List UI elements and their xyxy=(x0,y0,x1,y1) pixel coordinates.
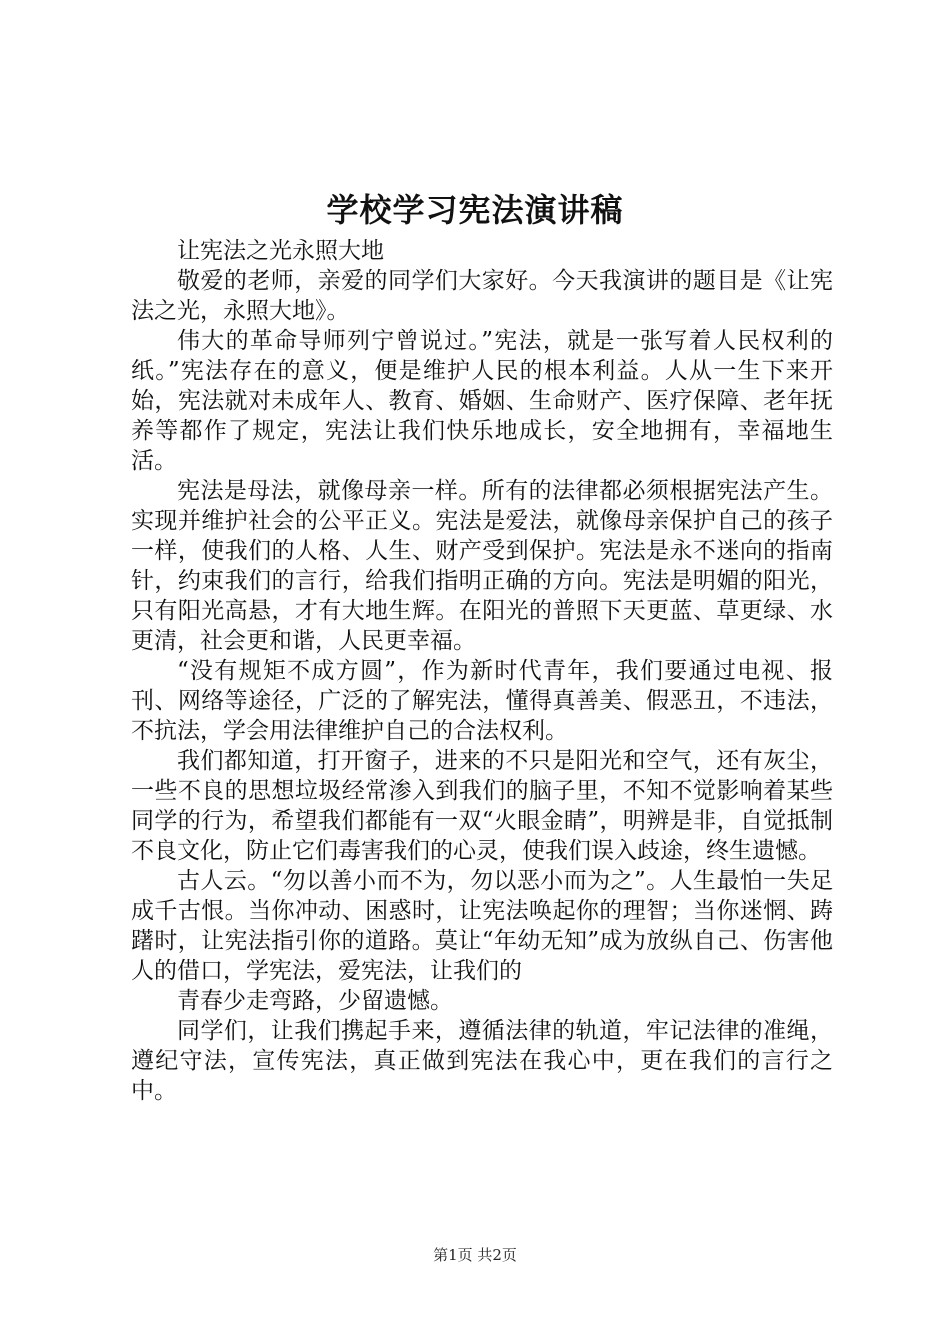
paragraph-subtitle: 让宪法之光永照大地 xyxy=(177,238,384,264)
paragraph-ancient-saying: 古人云。“勿以善小而不为，勿以恶小而为之”。人生最怕一失足成千古恨。当你冲动、困惑时，让宪法唤起你的理智；当你迷惘、踌躇时，让宪法指引你的道路。莫让“年幼无知”成为放纵自己、伤害他人的借口，学宪法，爱宪法，让我们的 xyxy=(131,868,833,984)
paragraph-youth: 青春少走弯路，少留遗憾。 xyxy=(177,988,453,1014)
document-body xyxy=(131,236,833,1106)
paragraph-greeting: 敬爱的老师，亲爱的同学们大家好。今天我演讲的题目是《让宪法之光，永照大地》。 xyxy=(131,268,833,324)
paragraph-window: 我们都知道，打开窗子，进来的不只是阳光和空气，还有灰尘，一些不良的思想垃圾经常渗入到我们的脑子里，不知不觉影响着某些同学的行为，希望我们都能有一双“火眼金睛”，明辨是非，自觉抵制不良文化，防止它们毒害我们的心灵，使我们误入歧途，终生遗憾。 xyxy=(131,748,833,864)
paragraph-rules: “没有规矩不成方圆”，作为新时代青年，我们要通过电视、报刊、网络等途径，广泛的了解宪法，懂得真善美、假恶丑，不违法，不抗法，学会用法律维护自己的合法权利。 xyxy=(131,658,833,744)
document-title: 学校学习宪法演讲稿 xyxy=(326,191,624,229)
paragraph-mother-law: 宪法是母法，就像母亲一样。所有的法律都必须根据宪法产生。实现并维护社会的公平正义。宪法是爱法，就像母亲保护自己的孩子一样，使我们的人格、人生、财产受到保护。宪法是永不迷向的指南针，约束我们的言行，给我们指明正确的方向。宪法是明媚的阳光，只有阳光高悬，才有大地生辉。在阳光的普照下天更蓝、草更绿、水更清，社会更和谐，人民更幸福。 xyxy=(131,478,833,654)
paragraph-lenin-quote: 伟大的革命导师列宁曾说过。”宪法，就是一张写着人民权利的纸。”宪法存在的意义，便是维护人民的根本利益。人从一生下来开始，宪法就对未成年人、教育、婚姻、生命财产、医疗保障、老年抚养等都作了规定，宪法让我们快乐地成长，安全地拥有，幸福地生活。 xyxy=(131,328,833,474)
paragraph-closing: 同学们，让我们携起手来，遵循法律的轨道，牢记法律的准绳，遵纪守法，宣传宪法，真正做到宪法在我心中，更在我们的言行之中。 xyxy=(131,1018,833,1104)
page-number-footer: 第1页 共2页 xyxy=(433,1246,517,1264)
